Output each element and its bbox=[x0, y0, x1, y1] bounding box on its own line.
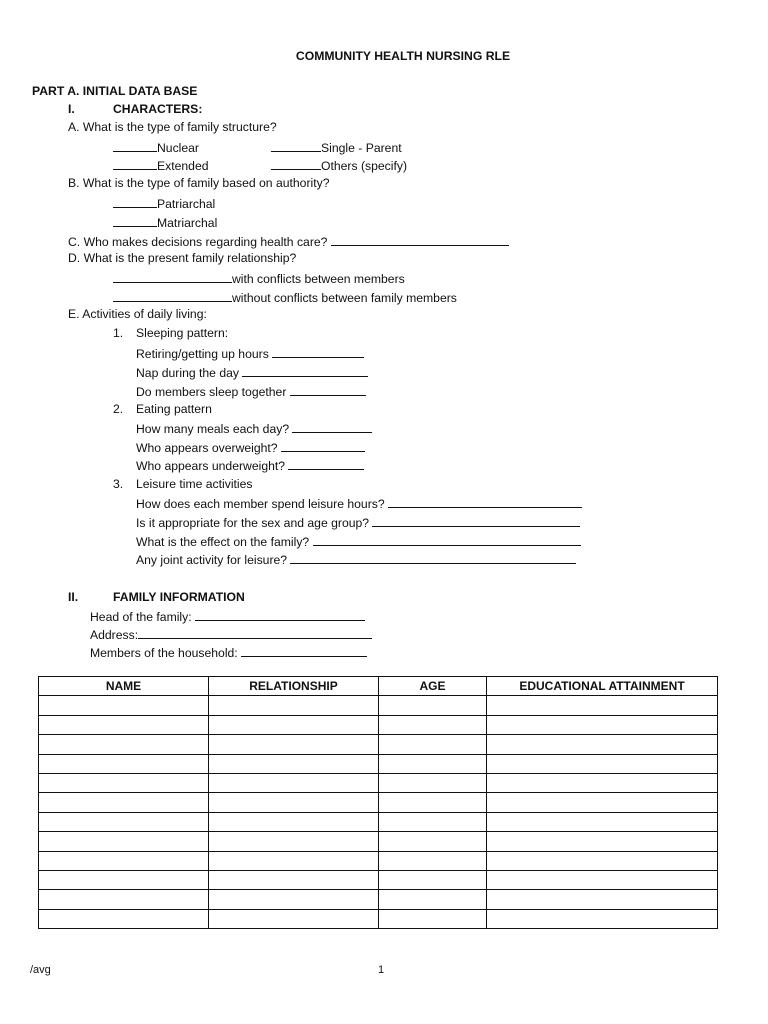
cell-age[interactable] bbox=[379, 754, 487, 773]
cell-education[interactable] bbox=[487, 832, 718, 851]
question-label: Who appears underweight? bbox=[136, 459, 286, 473]
eat-heading: Eating pattern bbox=[136, 402, 212, 416]
blank-line[interactable] bbox=[241, 645, 367, 657]
table-row bbox=[39, 754, 718, 773]
cell-education[interactable] bbox=[487, 890, 718, 909]
question-b: B. What is the type of family based on authority? bbox=[68, 176, 330, 190]
cell-name[interactable] bbox=[39, 909, 209, 928]
blank-line[interactable] bbox=[113, 290, 232, 302]
leisure-question-1 bbox=[136, 496, 582, 510]
field-label: Head of the family: bbox=[90, 610, 192, 624]
leisure-question-2 bbox=[136, 515, 580, 529]
question-label: Who appears overweight? bbox=[136, 441, 278, 455]
question-label: How does each member spend leisure hours? bbox=[136, 497, 385, 511]
option-label: Extended bbox=[157, 159, 209, 173]
eat-question-3 bbox=[136, 458, 364, 472]
column-header-education: EDUCATIONAL ATTAINMENT bbox=[487, 677, 718, 696]
cell-education[interactable] bbox=[487, 870, 718, 889]
question-label: Retiring/getting up hours bbox=[136, 347, 269, 361]
cell-relationship[interactable] bbox=[209, 890, 379, 909]
cell-relationship[interactable] bbox=[209, 870, 379, 889]
document-title: COMMUNITY HEALTH NURSING RLE bbox=[295, 49, 511, 63]
cell-age[interactable] bbox=[379, 890, 487, 909]
cell-education[interactable] bbox=[487, 735, 718, 754]
cell-name[interactable] bbox=[39, 890, 209, 909]
cell-relationship[interactable] bbox=[209, 909, 379, 928]
cell-relationship[interactable] bbox=[209, 773, 379, 792]
cell-relationship[interactable] bbox=[209, 754, 379, 773]
eat-question-2 bbox=[136, 440, 365, 454]
blank-line[interactable] bbox=[388, 496, 582, 508]
blank-line[interactable] bbox=[242, 365, 368, 377]
cell-name[interactable] bbox=[39, 773, 209, 792]
cell-name[interactable] bbox=[39, 754, 209, 773]
option-label: with conflicts between members bbox=[232, 272, 405, 286]
option-label: Single - Parent bbox=[321, 141, 402, 155]
cell-name[interactable] bbox=[39, 812, 209, 831]
column-header-relationship: RELATIONSHIP bbox=[209, 677, 379, 696]
option-label: Matriarchal bbox=[157, 216, 218, 230]
table-row bbox=[39, 715, 718, 734]
question-label: Nap during the day bbox=[136, 366, 239, 380]
cell-age[interactable] bbox=[379, 793, 487, 812]
cell-age[interactable] bbox=[379, 812, 487, 831]
cell-relationship[interactable] bbox=[209, 715, 379, 734]
household-members-table bbox=[38, 676, 718, 929]
cell-age[interactable] bbox=[379, 909, 487, 928]
leisure-heading: Leisure time activities bbox=[136, 477, 253, 491]
question-c bbox=[68, 234, 509, 248]
cell-relationship[interactable] bbox=[209, 812, 379, 831]
blank-line[interactable] bbox=[271, 158, 321, 170]
option-matriarchal bbox=[113, 215, 217, 229]
option-label: Patriarchal bbox=[157, 197, 216, 211]
option-patriarchal bbox=[113, 196, 215, 210]
blank-line[interactable] bbox=[113, 196, 157, 208]
cell-name[interactable] bbox=[39, 715, 209, 734]
table-row bbox=[39, 735, 718, 754]
sleep-question-1 bbox=[136, 346, 364, 360]
question-label: Any joint activity for leisure? bbox=[136, 553, 288, 567]
eat-number: 2. bbox=[113, 402, 124, 416]
cell-age[interactable] bbox=[379, 832, 487, 851]
blank-line[interactable] bbox=[113, 271, 232, 283]
sleep-question-3 bbox=[136, 384, 366, 398]
option-others bbox=[271, 158, 407, 172]
household-members-field bbox=[90, 645, 367, 659]
cell-relationship[interactable] bbox=[209, 793, 379, 812]
blank-line[interactable] bbox=[195, 609, 365, 621]
blank-line[interactable] bbox=[281, 440, 365, 452]
cell-name[interactable] bbox=[39, 696, 209, 715]
head-of-family-field bbox=[90, 609, 365, 623]
question-label: What is the effect on the family? bbox=[136, 535, 310, 549]
table-row bbox=[39, 793, 718, 812]
option-single-parent bbox=[271, 140, 402, 154]
cell-age[interactable] bbox=[379, 696, 487, 715]
cell-age[interactable] bbox=[379, 851, 487, 870]
question-c-label: C. Who makes decisions regarding health care? bbox=[68, 235, 328, 249]
blank-line[interactable] bbox=[313, 534, 581, 546]
leisure-question-4 bbox=[136, 552, 576, 566]
cell-education[interactable] bbox=[487, 851, 718, 870]
table-row bbox=[39, 832, 718, 851]
cell-name[interactable] bbox=[39, 851, 209, 870]
blank-line[interactable] bbox=[113, 158, 157, 170]
sleep-question-2 bbox=[136, 365, 368, 379]
cell-education[interactable] bbox=[487, 715, 718, 734]
table-header-row bbox=[39, 677, 718, 696]
leisure-question-3 bbox=[136, 534, 581, 548]
table-row bbox=[39, 909, 718, 928]
column-header-age: AGE bbox=[379, 677, 487, 696]
cell-education[interactable] bbox=[487, 773, 718, 792]
cell-education[interactable] bbox=[487, 793, 718, 812]
cell-age[interactable] bbox=[379, 735, 487, 754]
cell-education[interactable] bbox=[487, 909, 718, 928]
question-label: Do members sleep together bbox=[136, 385, 287, 399]
blank-line[interactable] bbox=[290, 384, 366, 396]
blank-line[interactable] bbox=[271, 140, 321, 152]
table-row bbox=[39, 696, 718, 715]
cell-relationship[interactable] bbox=[209, 851, 379, 870]
option-label: Nuclear bbox=[157, 141, 199, 155]
blank-line[interactable] bbox=[113, 215, 157, 227]
option-label: without conflicts between family members bbox=[232, 291, 457, 305]
blank-line[interactable] bbox=[272, 346, 364, 358]
table-row bbox=[39, 890, 718, 909]
blank-line[interactable] bbox=[113, 140, 157, 152]
cell-relationship[interactable] bbox=[209, 696, 379, 715]
cell-education[interactable] bbox=[487, 696, 718, 715]
cell-name[interactable] bbox=[39, 793, 209, 812]
blank-line[interactable] bbox=[288, 458, 364, 470]
blank-line[interactable] bbox=[331, 234, 509, 246]
option-nuclear bbox=[113, 140, 199, 154]
sleep-number: 1. bbox=[113, 326, 124, 340]
field-label: Members of the household: bbox=[90, 646, 238, 660]
section-2-numeral: II. bbox=[68, 590, 79, 604]
page-number: 1 bbox=[378, 964, 385, 976]
blank-line[interactable] bbox=[372, 515, 580, 527]
table-row bbox=[39, 812, 718, 831]
question-a: A. What is the type of family structure? bbox=[68, 120, 277, 134]
part-a-heading: PART A. INITIAL DATA BASE bbox=[32, 84, 198, 98]
option-label: Others (specify) bbox=[321, 159, 408, 173]
section-1-heading: CHARACTERS: bbox=[113, 102, 203, 116]
leisure-number: 3. bbox=[113, 477, 124, 491]
field-label: Address: bbox=[90, 628, 139, 642]
cell-name[interactable] bbox=[39, 735, 209, 754]
blank-line[interactable] bbox=[292, 421, 372, 433]
footer-initials: /avg bbox=[30, 964, 51, 976]
question-label: How many meals each day? bbox=[136, 422, 290, 436]
table-row bbox=[39, 870, 718, 889]
blank-line[interactable] bbox=[290, 552, 576, 564]
column-header-name: NAME bbox=[39, 677, 209, 696]
question-d: D. What is the present family relationship? bbox=[68, 251, 297, 265]
cell-age[interactable] bbox=[379, 870, 487, 889]
cell-name[interactable] bbox=[39, 870, 209, 889]
table-body bbox=[39, 696, 718, 929]
cell-age[interactable] bbox=[379, 773, 487, 792]
blank-line[interactable] bbox=[138, 627, 372, 639]
sleep-heading: Sleeping pattern: bbox=[136, 326, 229, 340]
cell-age[interactable] bbox=[379, 715, 487, 734]
cell-relationship[interactable] bbox=[209, 735, 379, 754]
table-row bbox=[39, 851, 718, 870]
question-e: E. Activities of daily living: bbox=[68, 307, 207, 321]
question-label: Is it appropriate for the sex and age group? bbox=[136, 516, 370, 530]
eat-question-1 bbox=[136, 421, 372, 435]
cell-education[interactable] bbox=[487, 754, 718, 773]
option-without-conflicts bbox=[113, 290, 457, 304]
cell-relationship[interactable] bbox=[209, 832, 379, 851]
option-with-conflicts bbox=[113, 271, 405, 285]
section-2-heading: FAMILY INFORMATION bbox=[113, 590, 245, 604]
address-field bbox=[90, 627, 372, 641]
table-row bbox=[39, 773, 718, 792]
section-1-numeral: I. bbox=[68, 102, 75, 116]
cell-education[interactable] bbox=[487, 812, 718, 831]
option-extended bbox=[113, 158, 209, 172]
cell-name[interactable] bbox=[39, 832, 209, 851]
